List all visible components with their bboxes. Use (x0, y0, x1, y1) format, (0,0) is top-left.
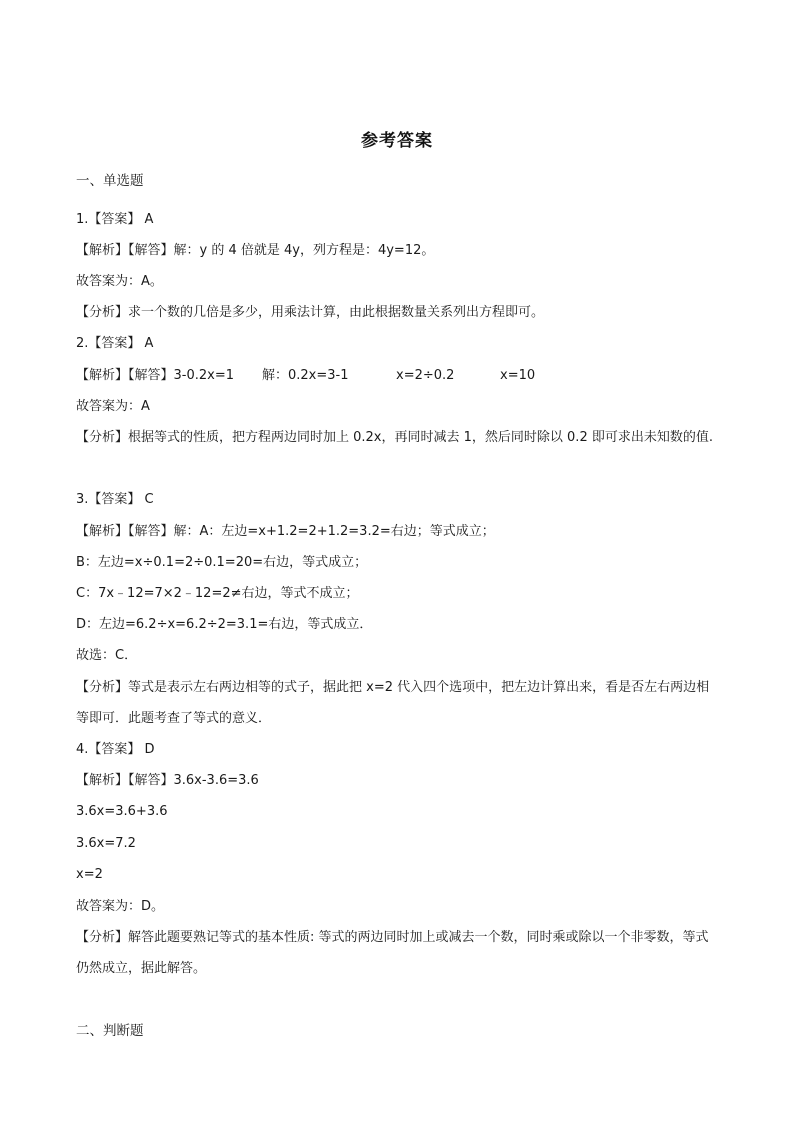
q2-conclusion: 故答案为：A (76, 399, 150, 414)
q2-analysis-part: 【解析】【解答】3-0.2x=1 (76, 368, 234, 383)
q3-note: 【分析】等式是表示左右两边相等的式子，据此把 x=2 代入四个选项中，把左边计算出来，看是否左右两边相等即可．此题考查了等式的意义． (76, 680, 710, 726)
q1-conclusion: 故答案为：A。 (76, 274, 163, 289)
section-heading-true-false: 二、判断题 (76, 1023, 144, 1039)
q3-analysis: 【解析】【解答】解：A：左边=x+1.2=2+1.2=3.2=右边；等式成立； (76, 524, 495, 539)
q2-analysis-part: x=10 (500, 368, 536, 383)
q3-conclusion: 故选：C． (76, 648, 138, 663)
section-heading-single-choice: 一、单选题 (76, 173, 144, 189)
q2-analysis-part: x=2÷0.2 (396, 368, 455, 383)
q3-option-c: C：7x﹣12=7×2﹣12=2≠右边，等式不成立； (76, 586, 359, 601)
q1-note: 【分析】求一个数的几倍是多少，用乘法计算，由此根据数量关系列出方程即可。 (76, 305, 545, 320)
q4-step: 3.6x=7.2 (76, 836, 136, 851)
q4-note: 【分析】解答此题要熟记等式的基本性质: 等式的两边同时加上或减去一个数，同时乘或除以一个非零数，等式仍然成立，据此解答。 (76, 930, 709, 976)
page-title: 参考答案 (361, 131, 433, 151)
q4-conclusion: 故答案为：D。 (76, 899, 165, 914)
q1-answer: 1.【答案】 A (76, 212, 154, 227)
q2-answer: 2.【答案】 A (76, 336, 154, 351)
q3-answer: 3.【答案】 C (76, 492, 154, 507)
q1-analysis: 【解析】【解答】解：y 的 4 倍就是 4y，列方程是：4y=12。 (76, 243, 435, 258)
q4-analysis: 【解析】【解答】3.6x-3.6=3.6 (76, 773, 259, 788)
q4-step: 3.6x=3.6+3.6 (76, 804, 168, 819)
q3-option-b: B：左边=x÷0.1=2÷0.1=20=右边，等式成立； (76, 555, 368, 570)
q3-option-d: D：左边=6.2÷x=6.2÷2=3.1=右边，等式成立． (76, 617, 373, 632)
q4-answer: 4.【答案】 D (76, 742, 155, 757)
q2-note: 【分析】根据等式的性质，把方程两边同时加上 0.2x，再同时减去 1，然后同时除以 0.2 即可求出未知数的值. (76, 430, 713, 445)
q2-analysis (76, 367, 716, 385)
q2-analysis-part: 解：0.2x=3-1 (262, 368, 349, 383)
q4-step: x=2 (76, 867, 103, 882)
